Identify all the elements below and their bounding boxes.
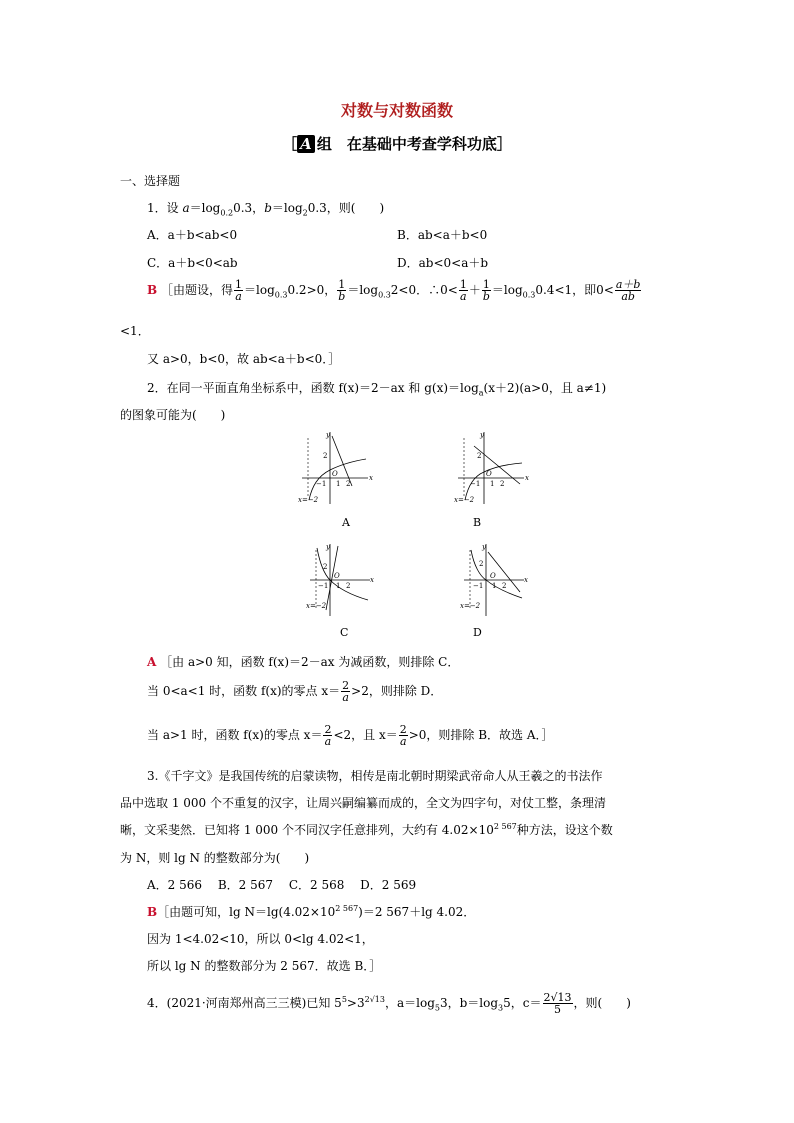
figure-d-label: D [473,626,482,639]
q3-line3-post: 种方法，设这个数 [516,823,613,837]
q1-sol-p7: 0.4<1，即0< [535,283,614,297]
tick-1: 1 [336,582,341,590]
line-graph [332,436,352,486]
q3-line3-sup: 2 567 [493,822,517,831]
q2-stem1: 2．在同一平面直角坐标系中，函数 f(x)＝2－ax 和 g(x)＝log [147,381,479,395]
tick-m1: −1 [470,480,481,488]
y-label: y [326,543,330,551]
q1-sol-b3: 0.3 [522,290,536,300]
q3-line2: 品中选取 1 000 个不重复的汉字，让周兴嗣编纂而成的，全文为四字句，对仗工整，条理清 [120,796,606,810]
log-curve [471,550,522,598]
page-title: 对数与对数函数 [340,101,453,120]
q1-base2: 2 [302,208,308,218]
q2-sol2-post: >2，则排除 D． [351,684,443,698]
asymptote-label: x=−2 [454,496,475,504]
q2-sol1: ［由 a>0 知，函数 f(x)＝2－ax 为减函数，则排除 C． [160,655,460,669]
q1-sol-p5: 2<0．∴0< [390,283,458,297]
q2-sol2-pre: 当 0<a<1 时，函数 f(x)的零点 x＝ [147,684,341,698]
tick-1: 1 [336,480,341,488]
q1-sol-p4: ＝log [347,283,379,297]
q2-sol3-mid: <2，且 x＝ [333,728,398,742]
q1-sol-p3: 0.2>0， [287,283,337,297]
section-heading: 一、选择题 [120,174,181,188]
q1-option-d: D．ab<0<a＋b [397,256,489,270]
q2-sol3-post: >0，则排除 B．故选 A．］ [408,728,554,742]
q4-sub1: 5 [434,1003,440,1013]
q1-sol-line3: 又 a>0，b<0，故 ab<a＋b<0．］ [147,352,341,366]
q3-sol1-sup: 2 567 [335,904,359,913]
tick-1: 1 [492,582,497,590]
q4-sup1: 5 [341,995,347,1004]
y-label: y [480,431,484,439]
q1-sol-p2: ＝log [244,283,275,297]
q4-sup2: 2√13 [364,995,385,1004]
q4-post: ，则( ) [573,996,631,1010]
q1-eq2: ＝log [271,201,303,215]
x-label: x [369,474,373,482]
q1-option-a: A．a＋b<ab<0 [147,228,238,242]
q4-frac: $\frac{2√13}{5}$ [543,991,572,1016]
origin-label: O [334,572,340,580]
tick-m1: −1 [316,480,327,488]
q1-val1: 0.3， [233,201,265,215]
q4-mid3: 3，b＝log [439,996,499,1010]
q3-sol1-pre: ［由题可知，lg N＝lg(4.02×10 [157,905,336,919]
q1-sol-plus: ＋ [468,283,481,297]
y-label: y [326,431,330,439]
q3-sol-line3: 所以 lg N 的整数部分为 2 567．故选 B．］ [147,959,382,973]
q3-line3-pre: 晰，文采斐然．已知将 1 000 个不同汉字任意排列，大约有 4.02×10 [120,823,494,837]
q3-sol1-post: )＝2 567＋lg 4.02． [358,905,476,919]
q2-sol3-pre: 当 a>1 时，函数 f(x)的零点 x＝ [147,728,323,742]
q1-frac3: $\frac{1}{a}$ [459,278,467,303]
q3-line4: 为 N，则 lg N 的整数部分为( ) [120,851,310,865]
asymptote-label: x=−2 [306,602,327,610]
q1-frac2: $\frac{1}{b}$ [338,278,346,303]
q1-frac4: $\frac{1}{b}$ [482,278,490,303]
asymptote-label: x=−2 [298,496,319,504]
q4-mid4: 5，c＝ [503,996,542,1010]
group-heading [0,133,794,154]
q4-mid1: >3 [346,996,365,1010]
q2-sol2-frac: $\frac{2}{a}$ [342,679,350,704]
q3-sol-line1 [147,903,475,920]
q1-frac1: $\frac{1}{a}$ [235,278,242,303]
tick-2x: 2 [502,582,507,590]
tick-2x: 2 [500,480,505,488]
bracket-right: ］ [496,135,512,153]
origin-label: O [332,470,338,478]
figure-d [458,540,538,620]
figure-a [296,428,376,508]
origin-label: O [486,470,492,478]
tick-1: 1 [490,480,495,488]
y-label: y [482,543,486,551]
q3-sol-line2: 因为 1<4.02<10，所以 0<lg 4.02<1， [147,932,374,946]
q1-option-b: B．ab<a＋b<0 [397,228,488,242]
q1-val2: 0.3，则( ) [307,201,385,215]
figure-b [452,428,532,508]
q2-stem-line2: 的图象可能为( ) [120,408,226,422]
tick-2: 2 [477,452,482,460]
q1-option-c: C．a＋b<0<ab [147,256,238,270]
tick-2: 2 [479,560,484,568]
tick-2: 2 [323,563,328,571]
q2-stem1-end: (x＋2)(a>0，且 a≠1) [483,381,607,395]
tick-2x: 2 [346,480,351,488]
q3-line1: 3.《千字文》是我国传统的启蒙读物，相传是南北朝时期梁武帝命人从王羲之的书法作 [147,769,603,783]
figure-c-label: C [340,626,349,639]
q1-answer: B [147,283,158,297]
x-label: x [370,576,374,584]
bracket-left: ［ [282,135,298,153]
q1-sol-p1: ［由题设，得 [160,283,233,297]
tick-2x: 2 [346,582,351,590]
tick-m1: −1 [318,582,329,590]
q2-stem1-sub: a [478,388,484,398]
q3-answer: B [147,905,158,919]
log-curve [317,548,368,600]
q1-var-a: a [182,201,190,215]
tick-2: 2 [323,452,328,460]
figure-a-label: A [342,516,350,529]
q1-stem [147,199,384,217]
q3-options: A．2 566 B．2 567 C．2 568 D．2 569 [147,878,417,892]
x-label: x [525,474,529,482]
x-label: x [524,576,528,584]
q1-solution [147,279,642,302]
q2-stem-line1 [147,379,606,397]
tick-m1: −1 [473,582,484,590]
asymptote-label: x=−2 [460,602,481,610]
q1-sol-line2: <1． [120,324,150,338]
q2-sol-line2 [147,680,442,703]
q1-sol-b1: 0.3 [274,290,288,300]
q4-pre: 4．(2021·河南郑州高三三模)已知 5 [147,996,342,1010]
figure-b-label: B [473,516,482,529]
q1-frac5: $\frac{a+b}{ab}$ [615,278,641,303]
group-badge: A [297,135,315,153]
q1-eq1: ＝log [189,201,221,215]
q2-answer: A [147,655,157,669]
q2-sol3-frac1: $\frac{2}{a}$ [324,723,332,748]
q3-line3 [120,821,613,838]
q1-base1: 0.2 [220,208,234,218]
q2-sol3-frac2: $\frac{2}{a}$ [399,723,407,748]
origin-label: O [490,572,496,580]
q2-sol-line3 [147,724,554,747]
q1-stem-pre: 1．设 [147,201,183,215]
q4-sub2: 3 [498,1003,504,1013]
q4-stem [147,992,631,1015]
q1-sol-p6: ＝log [491,283,523,297]
q2-sol-line1 [147,653,459,670]
q1-sol-b2: 0.3 [378,290,391,300]
figure-c [304,540,384,620]
q1-var-b: b [264,201,272,215]
group-label: 组 在基础中考查学科功底 [316,135,497,153]
q4-mid2: ，a＝log [384,996,435,1010]
